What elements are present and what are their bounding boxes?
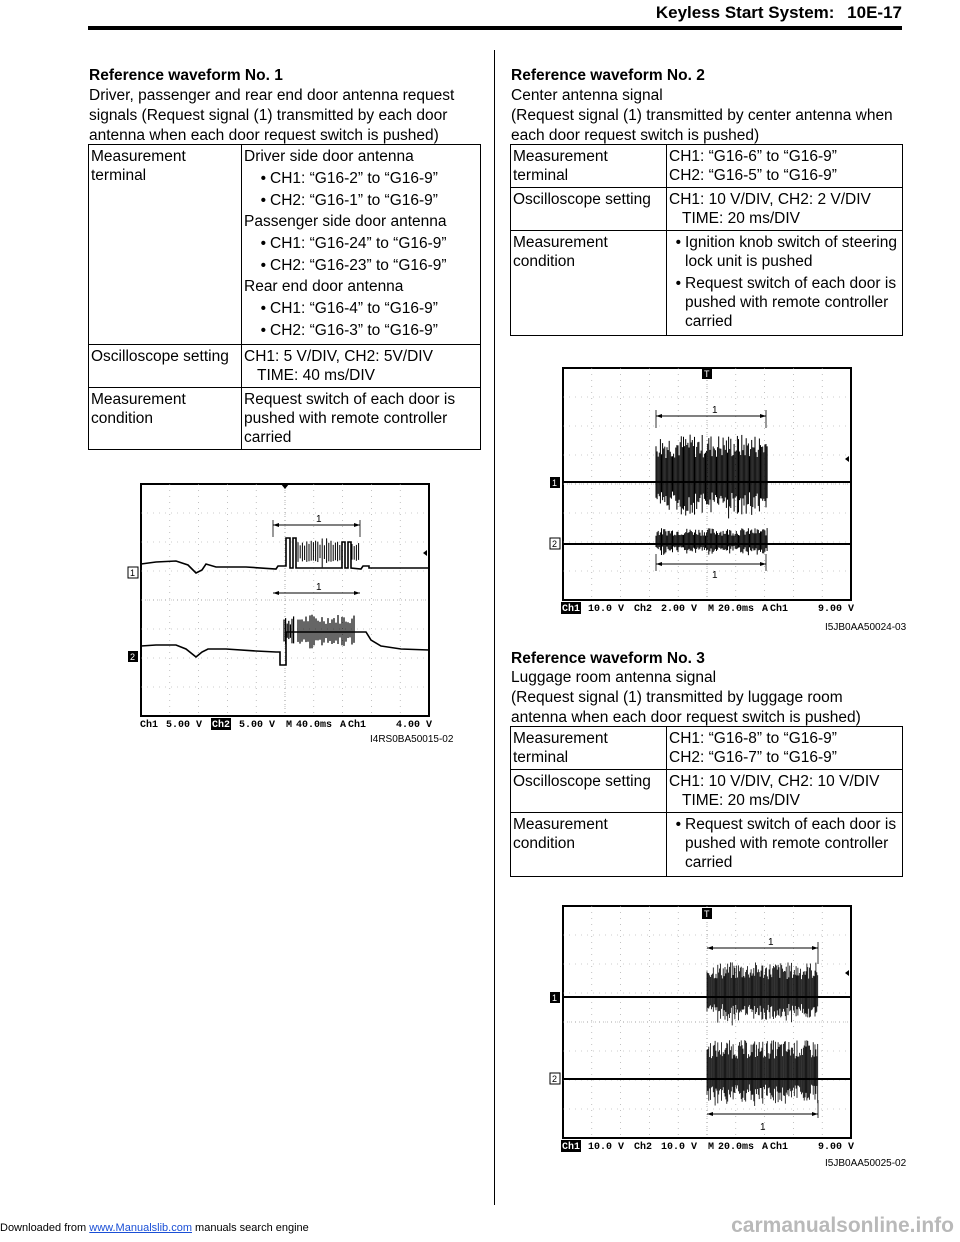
status-text: 10.0 V [588,604,625,614]
ref3-terminal-row [511,727,903,770]
ref1-scope-status [140,718,432,731]
ref3-scope-status [561,1140,854,1152]
status-text: Ch1 [348,720,367,731]
column-divider [494,50,495,1205]
status-text: Ch2 [634,604,653,614]
bullet-item: • CH2: “G16-3” to “G16-9” [260,322,438,339]
ref1-label-top: 1 [316,514,322,525]
watermark: carmanualsonline.info [731,1214,954,1237]
ref2-condition-row [511,231,903,336]
footer-prefix: Downloaded from [0,1222,90,1234]
label-line: condition [513,253,576,270]
ref3-heading: Reference waveform No. 3 [511,650,705,667]
ref1-scope-row [89,345,481,388]
status-text: A [340,720,347,731]
ref2-condition-label [511,231,667,336]
ref3-caption: I5JB0AA50025-02 [825,1158,907,1169]
value-line: TIME: 40 ms/DIV [257,367,375,384]
status-text: 4.00 V [396,720,432,731]
label-line: condition [91,410,154,427]
ref1-condition-value [242,388,481,450]
ref1-scope-value [242,345,481,388]
status-text: 9.00 V [818,1142,854,1152]
ref1-label-bottom: 1 [316,582,322,593]
status-text: Ch2 [212,720,231,731]
ref2-desc-line: Center antenna signal [511,87,663,104]
ref2-scope-row [511,188,903,231]
bullet-item: • Request switch of each door is pushed with remote controller carried [675,816,897,871]
status-text: Ch1 [770,1142,789,1152]
ch1-marker: 1 [552,478,558,488]
page-footer [0,1222,309,1234]
ref1-spec-table [88,144,481,450]
status-text: Ch1 [770,604,789,614]
trigger-marker: T [704,909,710,919]
ref2-label-bottom: 1 [712,570,718,581]
label-line: Measurement [513,234,608,251]
bullet-item: • CH2: “G16-1” to “G16-9” [260,192,438,209]
ref3-spec-table [510,726,903,877]
ref2-scope-status [561,602,854,614]
antenna-group-name: Rear end door antenna [244,278,404,295]
ref1-scope-label: Oscilloscope setting [89,345,242,388]
ref1-terminal-row [89,145,481,345]
value-line: CH2: “G16-5” to “G16-9” [669,167,837,184]
ref3-condition-label [511,813,667,877]
ref1-condition-label [89,388,242,450]
ref2-waveform-image [548,366,854,614]
ref2-scope-label: Oscilloscope setting [511,188,667,231]
bullet-item: • Ignition knob switch of steering lock unit is pushed [675,234,897,270]
label-line: Measurement [91,148,186,165]
label-line: Measurement [91,391,186,408]
ref3-waveform-image [548,904,854,1152]
manualslib-link[interactable]: www.Manualslib.com [89,1222,192,1234]
ref2-label-top: 1 [712,405,718,416]
ref2-desc-line: each door request switch is pushed) [511,127,760,144]
ref3-desc-line: (Request signal (1) transmitted by luggage room [511,689,843,706]
value-line: TIME: 20 ms/DIV [682,792,800,809]
ref1-heading: Reference waveform No. 1 [89,67,283,84]
status-text: Ch1 [140,720,159,731]
ref3-terminal-label [511,727,667,770]
ref1-desc-line: Driver, passenger and rear end door antenna request [89,87,455,104]
ch2-marker: 2 [130,652,136,662]
ref3-label-top: 1 [768,937,774,948]
ref2-terminal-row [511,145,903,188]
ch2-marker: 2 [552,1074,558,1084]
status-text: M [708,604,715,614]
ref3-scope-value [667,770,903,813]
ref2-heading: Reference waveform No. 2 [511,67,705,84]
ref2-scope-value [667,188,903,231]
status-text: 40.0ms [296,720,333,731]
ref3-label-bottom: 1 [760,1122,766,1133]
ref1-terminal-label [89,145,242,345]
label-line: terminal [513,167,569,184]
status-text: 10.0 V [661,1142,698,1152]
value-line: CH1: 10 V/DIV, CH2: 10 V/DIV [669,773,880,790]
footer-suffix: manuals search engine [191,1222,309,1234]
status-text: Ch1 [562,1142,581,1152]
ref1-terminal-value [242,145,481,345]
value-line: CH1: 10 V/DIV, CH2: 2 V/DIV [669,191,871,208]
bullet-item: • CH2: “G16-23” to “G16-9” [260,257,447,274]
ch2-marker: 2 [552,539,558,549]
ref3-condition-value [667,813,903,877]
status-text: M [286,720,293,731]
label-line: terminal [513,749,569,766]
value-line: CH2: “G16-7” to “G16-9” [669,749,837,766]
ref1-condition-row [89,388,481,450]
antenna-group-name: Passenger side door antenna [244,213,447,230]
value-line: pushed with remote controller [244,410,448,427]
page-header [656,3,902,23]
status-text: 5.00 V [166,720,203,731]
ch1-marker: 1 [130,568,136,578]
ref2-terminal-label [511,145,667,188]
ref3-terminal-value [667,727,903,770]
label-line: terminal [91,167,147,184]
ref2-terminal-value [667,145,903,188]
status-text: 10.0 V [588,1142,625,1152]
ref1-description [89,86,454,146]
ref3-description [511,668,861,728]
ref3-desc-line: antenna when each door request switch is pushed) [511,709,861,726]
value-line: CH1: “G16-8” to “G16-9” [669,730,837,747]
bullet-item: • CH1: “G16-24” to “G16-9” [260,235,447,252]
ref3-desc-line: Luggage room antenna signal [511,669,717,686]
header-title: Keyless Start System: [655,3,835,22]
bullet-item: • CH1: “G16-2” to “G16-9” [260,170,438,187]
status-text: M [708,1142,715,1152]
ref2-description [511,86,893,146]
status-text: A [762,604,769,614]
status-text: Ch1 [562,604,581,614]
status-text: 20.0ms [718,604,755,614]
status-text: 20.0ms [718,1142,755,1152]
ref3-scope-label: Oscilloscope setting [511,770,667,813]
value-line: CH1: 5 V/DIV, CH2: 5V/DIV [244,348,433,365]
ref2-desc-line: (Request signal (1) transmitted by center antenna when [511,107,893,124]
label-line: Measurement [513,816,608,833]
label-line: Measurement [513,148,608,165]
ch1-marker: 1 [552,993,558,1003]
status-text: Ch2 [634,1142,653,1152]
ref2-spec-table [510,144,903,336]
status-text: 5.00 V [239,720,276,731]
header-rule [88,26,902,30]
antenna-group-name: Driver side door antenna [244,148,414,165]
ref3-condition-row [511,813,903,877]
value-line: carried [244,429,292,446]
ref1-waveform-image [126,482,432,732]
value-line: CH1: “G16-6” to “G16-9” [669,148,837,165]
ref3-scope-row [511,770,903,813]
ref1-desc-line: antenna when each door request switch is pushed) [89,127,439,144]
value-line: Request switch of each door is [244,391,456,408]
label-line: condition [513,835,576,852]
bullet-item: • Request switch of each door is pushed with remote controller carried [675,275,897,330]
status-text: 2.00 V [661,604,698,614]
ref1-desc-line: signals (Request signal (1) transmitted by each door [89,107,448,124]
status-text: A [762,1142,769,1152]
ref2-condition-value [667,231,903,336]
ref1-caption: I4RS0BA50015-02 [370,734,454,745]
page-number: 10E-17 [847,3,902,22]
label-line: Measurement [513,730,608,747]
ref2-caption: I5JB0AA50024-03 [825,622,907,633]
bullet-item: • CH1: “G16-4” to “G16-9” [260,300,438,317]
trigger-marker: T [704,369,710,379]
value-line: TIME: 20 ms/DIV [682,210,800,227]
status-text: 9.00 V [818,604,854,614]
